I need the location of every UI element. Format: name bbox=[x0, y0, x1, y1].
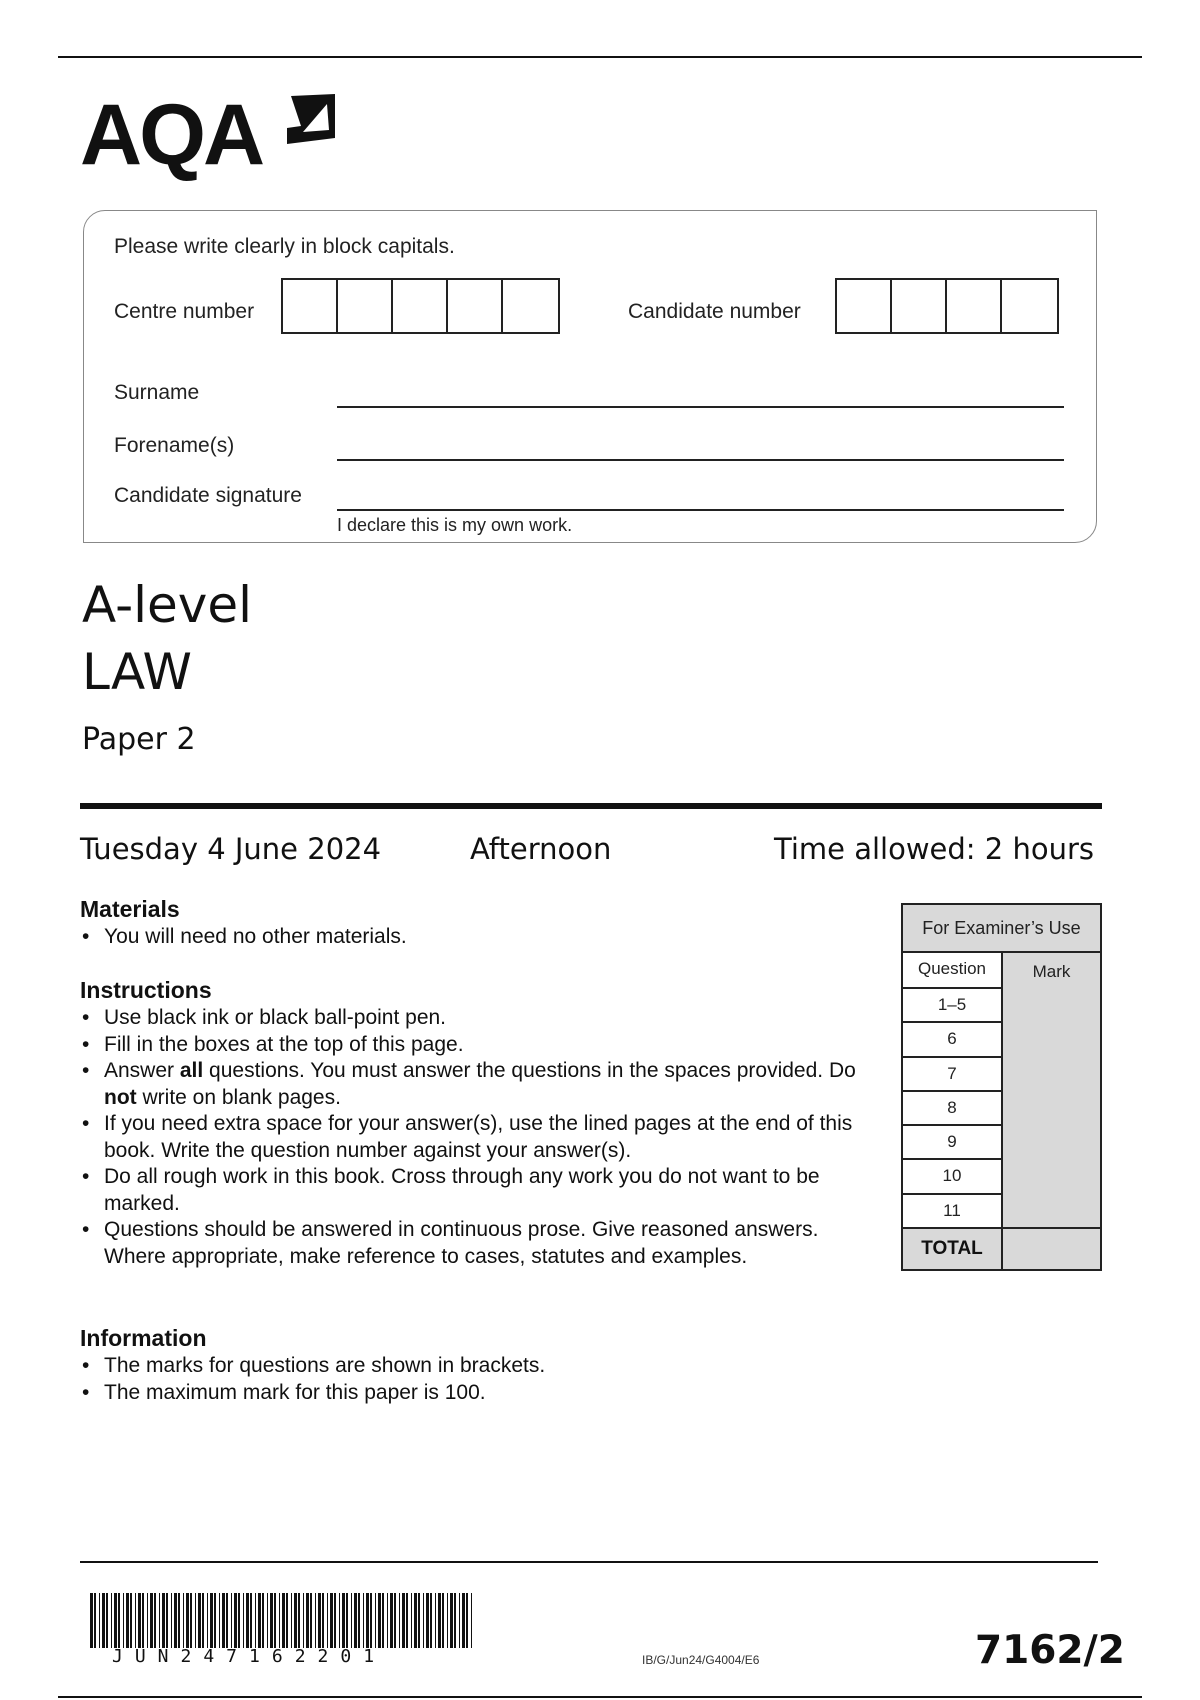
barcode-icon bbox=[90, 1593, 475, 1648]
barcode-bar bbox=[330, 1593, 333, 1648]
barcode-bar bbox=[339, 1593, 340, 1648]
centre-number-box[interactable] bbox=[283, 280, 338, 332]
barcode-bar bbox=[351, 1593, 352, 1648]
barcode-bar bbox=[238, 1593, 240, 1648]
examiners-use-heading: For Examiner’s Use bbox=[903, 905, 1100, 953]
barcode-bar bbox=[162, 1593, 165, 1648]
barcode-bar bbox=[363, 1593, 364, 1648]
barcode-bar bbox=[123, 1593, 124, 1648]
question-cell: 1–5 bbox=[903, 989, 1003, 1023]
barcode-bar bbox=[354, 1593, 357, 1648]
barcode-bar bbox=[270, 1593, 273, 1648]
barcode-bar bbox=[138, 1593, 141, 1648]
candidate-number-box[interactable] bbox=[892, 280, 947, 332]
barcode-bar bbox=[435, 1593, 436, 1648]
barcode-bar bbox=[226, 1593, 228, 1648]
barcode-bar bbox=[466, 1593, 468, 1648]
total-row bbox=[903, 1227, 1100, 1269]
barcode-bar bbox=[315, 1593, 316, 1648]
barcode-bar bbox=[423, 1593, 424, 1648]
barcode-bar bbox=[426, 1593, 429, 1648]
barcode-bar bbox=[99, 1593, 100, 1648]
barcode-bar bbox=[442, 1593, 444, 1648]
information-heading: Information bbox=[80, 1325, 207, 1351]
barcode-bar bbox=[414, 1593, 417, 1648]
information-list bbox=[80, 1353, 880, 1406]
barcode-bar bbox=[306, 1593, 309, 1648]
barcode-bar bbox=[394, 1593, 396, 1648]
exam-date: Tuesday 4 June 2024 bbox=[80, 832, 382, 866]
barcode-bar bbox=[118, 1593, 120, 1648]
barcode-bar bbox=[94, 1593, 96, 1648]
barcode-bar bbox=[195, 1593, 196, 1648]
barcode-bar bbox=[450, 1593, 453, 1648]
forename-field[interactable] bbox=[337, 459, 1064, 461]
barcode-bar bbox=[471, 1593, 472, 1648]
barcode-bar bbox=[202, 1593, 204, 1648]
barcode-bar bbox=[142, 1593, 144, 1648]
barcode-bar bbox=[375, 1593, 376, 1648]
barcode-bar bbox=[190, 1593, 192, 1648]
aqa-logo-text: AQA bbox=[80, 87, 263, 183]
centre-number-box[interactable] bbox=[338, 280, 393, 332]
list-item-text: Answer bbox=[104, 1059, 180, 1082]
barcode-bar bbox=[274, 1593, 276, 1648]
barcode-bar bbox=[106, 1593, 108, 1648]
question-cell: 10 bbox=[903, 1160, 1003, 1194]
barcode-bar bbox=[378, 1593, 381, 1648]
centre-number-box[interactable] bbox=[393, 280, 448, 332]
barcode-bar bbox=[387, 1593, 388, 1648]
time-allowed: Time allowed: 2 hours bbox=[774, 832, 1094, 866]
candidate-number-box[interactable] bbox=[837, 280, 892, 332]
barcode-bar bbox=[454, 1593, 456, 1648]
barcode-bar bbox=[366, 1593, 369, 1648]
barcode-text: JUN247162201 bbox=[112, 1646, 387, 1667]
exam-level: A-level bbox=[82, 576, 253, 634]
list-item-text: write on blank pages. bbox=[136, 1085, 341, 1109]
barcode-bar bbox=[294, 1593, 297, 1648]
instructions-list bbox=[80, 1005, 870, 1270]
barcode-bar bbox=[186, 1593, 189, 1648]
barcode-bar bbox=[390, 1593, 393, 1648]
barcode-bar bbox=[246, 1593, 249, 1648]
question-column bbox=[903, 953, 1003, 1229]
barcode-bar bbox=[318, 1593, 321, 1648]
barcode-bar bbox=[459, 1593, 460, 1648]
footer-rule bbox=[80, 1561, 1098, 1563]
barcode-bar bbox=[279, 1593, 280, 1648]
reference-code: IB/G/Jun24/G4004/E6 bbox=[642, 1653, 760, 1667]
barcode-bar bbox=[310, 1593, 312, 1648]
barcode-bar bbox=[303, 1593, 304, 1648]
centre-number-label: Centre number bbox=[114, 300, 255, 323]
barcode-bar bbox=[207, 1593, 208, 1648]
centre-number-boxes[interactable] bbox=[281, 278, 560, 334]
forename-label: Forename(s) bbox=[114, 434, 235, 457]
list-item: • Questions should be answered in continuous prose. Give reasoned answers. Where appropriate, make reference to cases, statutes and examples. bbox=[80, 1217, 870, 1270]
list-item: • Use black ink or black ball-point pen. bbox=[80, 1005, 870, 1032]
surname-field[interactable] bbox=[337, 406, 1064, 408]
barcode-bar bbox=[171, 1593, 172, 1648]
list-item: • The marks for questions are shown in brackets. bbox=[80, 1353, 880, 1380]
barcode-bar bbox=[222, 1593, 225, 1648]
barcode-bar bbox=[214, 1593, 216, 1648]
list-item: • The maximum mark for this paper is 100. bbox=[80, 1380, 880, 1407]
list-item-text: questions. You must answer the questions in the spaces provided. Do bbox=[203, 1059, 856, 1082]
barcode-bar bbox=[346, 1593, 348, 1648]
centre-number-box[interactable] bbox=[503, 280, 558, 332]
barcode-bar bbox=[198, 1593, 201, 1648]
paper-code: 7162/2 bbox=[975, 1628, 1125, 1673]
candidate-number-box[interactable] bbox=[947, 280, 1002, 332]
barcode-bar bbox=[370, 1593, 372, 1648]
question-cell: 8 bbox=[903, 1092, 1003, 1126]
exam-session: Afternoon bbox=[470, 832, 612, 866]
barcode-bar bbox=[291, 1593, 292, 1648]
barcode-bar bbox=[438, 1593, 441, 1648]
list-item bbox=[80, 1058, 870, 1111]
barcode-bar bbox=[174, 1593, 177, 1648]
aqa-logo-mark-icon bbox=[283, 92, 339, 150]
barcode-bar bbox=[154, 1593, 156, 1648]
barcode-bar bbox=[150, 1593, 153, 1648]
materials-heading: Materials bbox=[80, 896, 180, 922]
barcode-bar bbox=[402, 1593, 405, 1648]
barcode-bar bbox=[334, 1593, 336, 1648]
block-capitals-instruction: Please write clearly in block capitals. bbox=[114, 235, 455, 258]
barcode-bar bbox=[243, 1593, 244, 1648]
barcode-bar bbox=[382, 1593, 384, 1648]
barcode-bar bbox=[183, 1593, 184, 1648]
list-item-text: not bbox=[104, 1085, 137, 1109]
barcode-bar bbox=[406, 1593, 408, 1648]
barcode-bar bbox=[286, 1593, 288, 1648]
barcode-bar bbox=[159, 1593, 160, 1648]
barcode-bar bbox=[219, 1593, 220, 1648]
barcode-bar bbox=[102, 1593, 105, 1648]
list-item-text: all bbox=[179, 1059, 204, 1082]
list-item: • Do all rough work in this book. Cross through any work you do not want to be marked. bbox=[80, 1164, 870, 1217]
barcode-bar bbox=[255, 1593, 256, 1648]
question-cell: 9 bbox=[903, 1126, 1003, 1160]
candidate-number-boxes[interactable] bbox=[835, 278, 1059, 334]
barcode-bar bbox=[322, 1593, 324, 1648]
signature-label: Candidate signature bbox=[114, 484, 302, 507]
barcode-bar bbox=[135, 1593, 136, 1648]
materials-list bbox=[80, 924, 880, 951]
barcode-bar bbox=[178, 1593, 180, 1648]
exam-subject: LAW bbox=[82, 643, 192, 701]
barcode-bar bbox=[250, 1593, 252, 1648]
barcode-bar bbox=[462, 1593, 465, 1648]
barcode-bar bbox=[147, 1593, 148, 1648]
barcode-bar bbox=[447, 1593, 448, 1648]
barcode-bar bbox=[111, 1593, 112, 1648]
question-header: Question bbox=[903, 953, 1003, 989]
barcode-bar bbox=[399, 1593, 400, 1648]
barcode-bar bbox=[166, 1593, 168, 1648]
candidate-number-box[interactable] bbox=[1002, 280, 1057, 332]
exam-paper: Paper 2 bbox=[82, 722, 196, 757]
barcode-bar bbox=[342, 1593, 345, 1648]
barcode-bar bbox=[210, 1593, 213, 1648]
signature-field[interactable] bbox=[337, 509, 1064, 511]
surname-label: Surname bbox=[114, 381, 200, 404]
barcode-bar bbox=[126, 1593, 129, 1648]
barcode-bar bbox=[418, 1593, 420, 1648]
mark-header: Mark bbox=[1032, 962, 1071, 981]
top-rule bbox=[58, 56, 1142, 58]
barcode-bar bbox=[258, 1593, 261, 1648]
list-item: • Fill in the boxes at the top of this page. bbox=[80, 1032, 870, 1059]
list-item: • You will need no other materials. bbox=[80, 924, 880, 951]
barcode-bar bbox=[90, 1593, 93, 1648]
barcode-bar bbox=[411, 1593, 412, 1648]
list-item: • If you need extra space for your answer(s), use the lined pages at the end of this book. Write the question number against your answer(s). bbox=[80, 1111, 870, 1164]
barcode-bar bbox=[130, 1593, 132, 1648]
barcode-bar bbox=[327, 1593, 328, 1648]
total-label: TOTAL bbox=[903, 1229, 1003, 1269]
barcode-bar bbox=[114, 1593, 117, 1648]
examiners-use-table bbox=[901, 903, 1102, 1271]
candidate-number-label: Candidate number bbox=[628, 300, 801, 323]
barcode-bar bbox=[267, 1593, 268, 1648]
barcode-bar bbox=[262, 1593, 264, 1648]
barcode-bar bbox=[430, 1593, 432, 1648]
instructions-heading: Instructions bbox=[80, 977, 212, 1003]
barcode-bar bbox=[234, 1593, 237, 1648]
barcode-bar bbox=[282, 1593, 285, 1648]
question-cell: 11 bbox=[903, 1195, 1003, 1229]
barcode-bar bbox=[231, 1593, 232, 1648]
barcode-bar bbox=[358, 1593, 360, 1648]
bottom-rule bbox=[58, 1696, 1142, 1698]
question-cell: 7 bbox=[903, 1058, 1003, 1092]
declaration-text: I declare this is my own work. bbox=[337, 515, 573, 535]
barcode-bar bbox=[298, 1593, 300, 1648]
question-cell: 6 bbox=[903, 1023, 1003, 1057]
centre-number-box[interactable] bbox=[448, 280, 503, 332]
title-rule bbox=[80, 803, 1102, 809]
